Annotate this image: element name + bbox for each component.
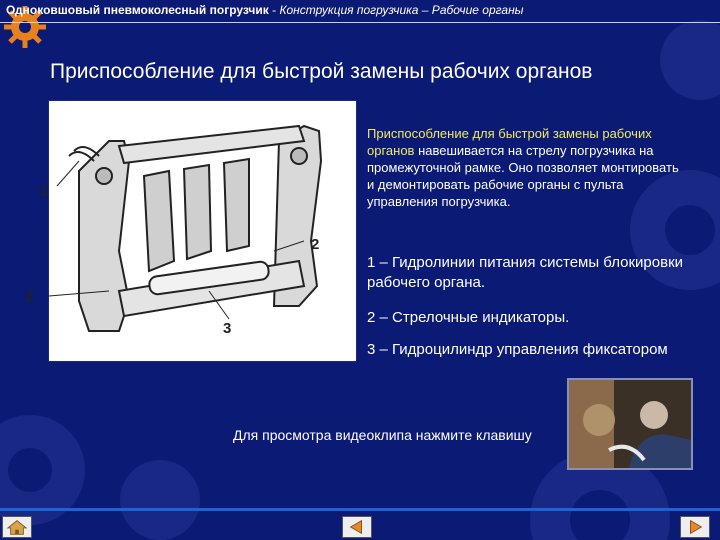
quick-coupler-drawing [25, 101, 356, 361]
quick-coupler-figure [25, 100, 357, 362]
label-2-right: 2 [311, 236, 320, 253]
description [367, 125, 687, 210]
page-title: Приспособление для быстрой замены рабочих органов [50, 60, 593, 83]
video-hint: Для просмотра видеоклипа нажмите клавишу [233, 427, 532, 443]
legend-item-2: 2 – Стрелочные индикаторы. [367, 309, 570, 326]
description-text: навешивается на стрелу погрузчика на промежуточной рамке. Оно позволяет монтировать и демонтировать рабочие органы с пульта управления погрузчика. [367, 143, 679, 209]
prev-button[interactable] [342, 516, 372, 538]
home-icon [3, 517, 31, 537]
prev-arrow-icon [343, 517, 371, 537]
description-highlight: Приспособление для быстрой замены рабочих органов [367, 126, 652, 158]
section-path: Конструкция погрузчика – Рабочие органы [279, 3, 524, 17]
header-separator: - [268, 3, 280, 17]
video-thumbnail[interactable] [567, 378, 693, 470]
next-button[interactable] [680, 516, 710, 538]
video-preview-icon [569, 380, 691, 468]
legend-item-3: 3 – Гидроцилиндр управления фиксатором [367, 341, 668, 358]
footer-divider [0, 508, 720, 511]
label-1: 1 [39, 183, 48, 200]
legend-item-1: 1 – Гидролинии питания системы блокировки рабочего органа. [367, 254, 684, 291]
header-breadcrumb [6, 3, 524, 17]
home-button[interactable] [2, 516, 32, 538]
label-3: 3 [223, 320, 232, 337]
next-arrow-icon [681, 517, 709, 537]
label-2-left: 2 [25, 288, 34, 305]
header-divider [0, 22, 720, 23]
course-name: Одноковшовый пневмоколесный погрузчик [6, 3, 269, 17]
